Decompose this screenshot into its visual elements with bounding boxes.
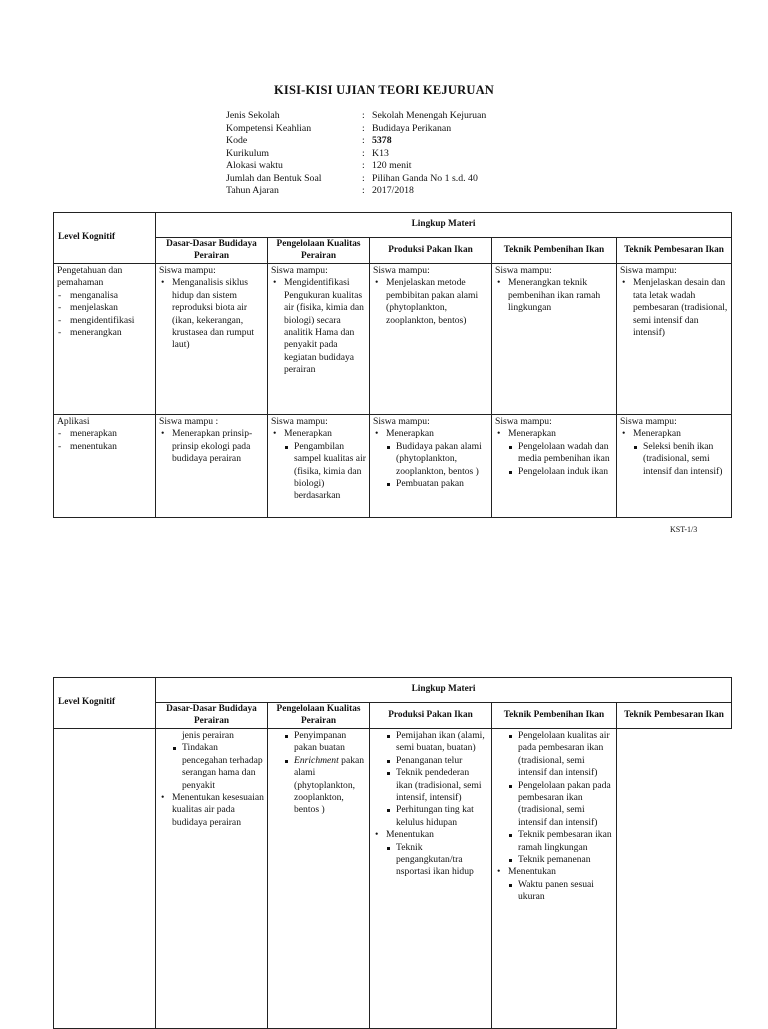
cell-text: Siswa mampu: xyxy=(620,265,677,276)
level-item: - mengidentifikasi xyxy=(57,315,152,327)
sub-bullet-item: Pengelolaan induk ikan xyxy=(507,466,613,478)
cell-clip xyxy=(271,265,366,377)
sub-bullet-item: Tindakan pencegahan terhadap serangan hama dan penyakit xyxy=(171,742,264,792)
bullet-item: • Menjelaskan desain dan tata letak wadah pembesaran (tradisional, semi intensif dan intensif) xyxy=(620,277,728,339)
meta-label: Kompetensi Keahlian xyxy=(226,122,312,134)
bullet-item: • Menentukan kesesuaian kualitas air pada budidaya perairan xyxy=(159,792,264,829)
cell-content xyxy=(620,265,728,339)
cell-text: Siswa mampu: xyxy=(495,265,552,276)
cell-clip xyxy=(271,416,366,503)
cell-content xyxy=(373,730,488,879)
cell-content xyxy=(373,416,488,490)
materi-cell xyxy=(617,415,732,518)
level-kognitif-header: Level Kognitif xyxy=(54,678,156,729)
sub-bullet-item: Pengelolaan wadah dan media pembenihan ikan xyxy=(507,441,613,466)
level-cell xyxy=(54,415,156,518)
column-header: Dasar-Dasar Budidaya Perairan xyxy=(156,703,268,729)
cell-clip xyxy=(620,416,728,478)
meta-row xyxy=(226,185,486,198)
bullet-item: • Menerangkan teknik pembenihan ikan ramah lingkungan xyxy=(495,277,613,314)
cell-text: Siswa mampu: xyxy=(271,265,328,276)
cell-clip xyxy=(373,265,488,327)
column-header: Dasar-Dasar Budidaya Perairan xyxy=(156,238,268,264)
column-header: Teknik Pembesaran Ikan xyxy=(617,703,732,729)
column-header: Produksi Pakan Ikan xyxy=(370,703,492,729)
cell-clip xyxy=(159,265,264,352)
bullet-item: • Menerapkan xyxy=(620,428,728,440)
materi-cell xyxy=(268,264,370,415)
sub-bullet-item: Pengelolaan pakan pada pembesaran ikan (tradisional, semi intensif dan intensif) xyxy=(507,780,613,830)
level-item: - menerangkan xyxy=(57,327,152,339)
kisi-table-page1 xyxy=(53,212,732,518)
column-header: Teknik Pembesaran Ikan xyxy=(617,238,732,264)
meta-value: 5378 xyxy=(372,135,392,146)
page-footer: KST-1/3 xyxy=(670,525,698,534)
cell-content xyxy=(159,265,264,352)
cell-content xyxy=(373,265,488,327)
materi-cell xyxy=(268,415,370,518)
bullet-item: • Menerapkan xyxy=(373,428,488,440)
cell-clip xyxy=(620,265,728,339)
level-kognitif-header: Level Kognitif xyxy=(54,213,156,264)
bullet-item: • Menganalisis siklus hidup dan sistem reproduksi biota air (ikan, kekerangan, krustasea dan rumput laut) xyxy=(159,277,264,351)
materi-cell xyxy=(492,415,617,518)
meta-value: Pilihan Ganda No 1 s.d. 40 xyxy=(372,172,478,184)
sub-bullet-item: Budidaya pakan alami (phytoplankton, zooplankton, bentos ) xyxy=(385,441,488,478)
meta-colon: : xyxy=(362,172,365,184)
bullet-item: • Menerapkan xyxy=(495,428,613,440)
sub-bullet-item: Pengelolaan kualitas air pada pembesaran ikan (tradisional, semi intensif dan intensif) xyxy=(507,730,613,780)
level-title: Aplikasi xyxy=(57,416,90,427)
level-item: - menerapkan xyxy=(57,428,152,440)
sub-bullet-item: Pemijahan ikan (alami, semi buatan, buatan) xyxy=(385,730,488,755)
cell-text: Siswa mampu: xyxy=(373,265,430,276)
sub-bullet-item: Pengambilan sampel kualitas air (fisika, kimia dan biologi) berdasarkan xyxy=(283,441,366,503)
kisi-table-page2 xyxy=(53,677,732,1029)
bullet-item: • Menerapkan xyxy=(271,428,366,440)
materi-cell xyxy=(617,264,732,415)
level-item: - menganalisa xyxy=(57,290,152,302)
materi-cell xyxy=(156,729,268,1029)
meta-value: Sekolah Menengah Kejuruan xyxy=(372,110,487,121)
bullet-item: • Menerapkan prinsip-prinsip ekologi pada budidaya perairan xyxy=(159,428,264,465)
level-item: - menjelaskan xyxy=(57,302,152,314)
sub-bullet-item: Perhitungan ting kat kelulus hidupan xyxy=(385,804,488,829)
meta-label: Jumlah dan Bentuk Soal xyxy=(226,172,322,184)
table-row xyxy=(54,729,732,1029)
cell-content xyxy=(495,416,613,478)
meta-colon: : xyxy=(362,110,365,121)
level-item: - menentukan xyxy=(57,441,152,453)
bullet-item: • Mengidentifikasi Pengukuran kualitas air (fisika, kimia dan biologi) secara analitik Hama dan penyakit pada kegiatan budidaya perairan xyxy=(271,277,366,376)
document-title: KISI-KISI UJIAN TEORI KEJURUAN xyxy=(273,83,495,97)
meta-value: Budidaya Perikanan xyxy=(372,122,452,134)
cell-text: Siswa mampu : xyxy=(159,416,219,427)
meta-value: K13 xyxy=(372,147,389,159)
cell-content xyxy=(271,730,366,817)
sub-bullet-item: Waktu panen sesuai ukuran xyxy=(507,879,613,904)
cell-content xyxy=(271,265,366,377)
cell-clip xyxy=(495,265,613,315)
meta-label: Alokasi waktu xyxy=(226,160,283,171)
cell-text: Siswa mampu: xyxy=(373,416,430,427)
level-title: Pengetahuan dan pemahaman xyxy=(57,265,123,289)
bullet-item: • Menentukan xyxy=(495,866,613,878)
materi-cell xyxy=(156,415,268,518)
cell-content xyxy=(620,416,728,478)
column-header: Produksi Pakan Ikan xyxy=(370,238,492,264)
cell-content xyxy=(271,416,366,503)
meta-row xyxy=(226,110,486,123)
sub-bullet-item: Penyimpanan pakan buatan xyxy=(283,730,366,755)
materi-cell xyxy=(268,729,370,1029)
cell-clip xyxy=(159,416,264,466)
meta-row xyxy=(226,135,486,148)
meta-colon: : xyxy=(362,135,365,146)
sub-bullet-item: Penanganan telur xyxy=(385,755,488,767)
column-header: Pengelolaan Kualitas Perairan xyxy=(268,703,370,729)
cell-content xyxy=(159,416,264,466)
meta-value: 2017/2018 xyxy=(372,185,414,196)
meta-colon: : xyxy=(362,122,365,134)
sub-bullet-item: Seleksi benih ikan (tradisional, semi intensif dan intensif) xyxy=(632,441,728,478)
meta-row xyxy=(226,160,486,173)
sub-bullet-item: Teknik pendederan ikan (tradisional, semi intensif, intensif) xyxy=(385,767,488,804)
meta-colon: : xyxy=(362,160,365,171)
cell-content xyxy=(495,730,613,904)
sub-bullet-item: Enrichment pakan alami (phytoplankton, zooplankton, bentos ) xyxy=(283,755,366,817)
materi-cell xyxy=(492,264,617,415)
sub-bullet-item: Pembuatan pakan xyxy=(385,478,488,490)
bullet-item: • Menjelaskan metode pembibitan pakan alami (phytoplankton, zooplankton, bentos) xyxy=(373,277,488,327)
cell-text: Siswa mampu: xyxy=(271,416,328,427)
meta-label: Tahun Ajaran xyxy=(226,185,279,196)
level-cell xyxy=(54,729,156,1029)
materi-cell xyxy=(370,729,492,1029)
cell-text: Siswa mampu: xyxy=(495,416,552,427)
exam-metadata xyxy=(226,110,486,198)
meta-value: 120 menit xyxy=(372,160,412,171)
table-row xyxy=(54,415,732,518)
materi-cell xyxy=(370,264,492,415)
bullet-item: • Menentukan xyxy=(373,829,488,841)
cell-clip xyxy=(373,416,488,490)
lingkup-materi-header: Lingkup Materi xyxy=(156,213,732,238)
sub-bullet-continuation: jenis perairan xyxy=(182,730,234,741)
column-header: Pengelolaan Kualitas Perairan xyxy=(268,238,370,264)
meta-colon: : xyxy=(362,147,365,159)
sub-bullet-item: Teknik pengangkutan/tra nsportasi ikan hidup xyxy=(385,842,488,879)
sub-bullet-item: Teknik pembesaran ikan ramah lingkungan xyxy=(507,829,613,854)
meta-row xyxy=(226,123,486,136)
cell-clip xyxy=(495,416,613,478)
cell-text: Siswa mampu: xyxy=(159,265,216,276)
meta-label: Jenis Sekolah xyxy=(226,110,280,121)
lingkup-materi-header: Lingkup Materi xyxy=(156,678,732,703)
meta-row xyxy=(226,148,486,161)
meta-colon: : xyxy=(362,185,365,196)
cell-content xyxy=(159,730,264,829)
column-header: Teknik Pembenihan Ikan xyxy=(492,238,617,264)
meta-label: Kurikulum xyxy=(226,147,269,159)
materi-cell xyxy=(156,264,268,415)
level-cell xyxy=(54,264,156,415)
column-header: Teknik Pembenihan Ikan xyxy=(492,703,617,729)
sub-bullet-item: Teknik pemanenan xyxy=(507,854,613,866)
cell-text: Siswa mampu: xyxy=(620,416,677,427)
materi-cell xyxy=(492,729,617,1029)
meta-row xyxy=(226,173,486,186)
cell-content xyxy=(495,265,613,315)
materi-cell xyxy=(370,415,492,518)
table-row xyxy=(54,264,732,415)
meta-label: Kode xyxy=(226,135,248,146)
